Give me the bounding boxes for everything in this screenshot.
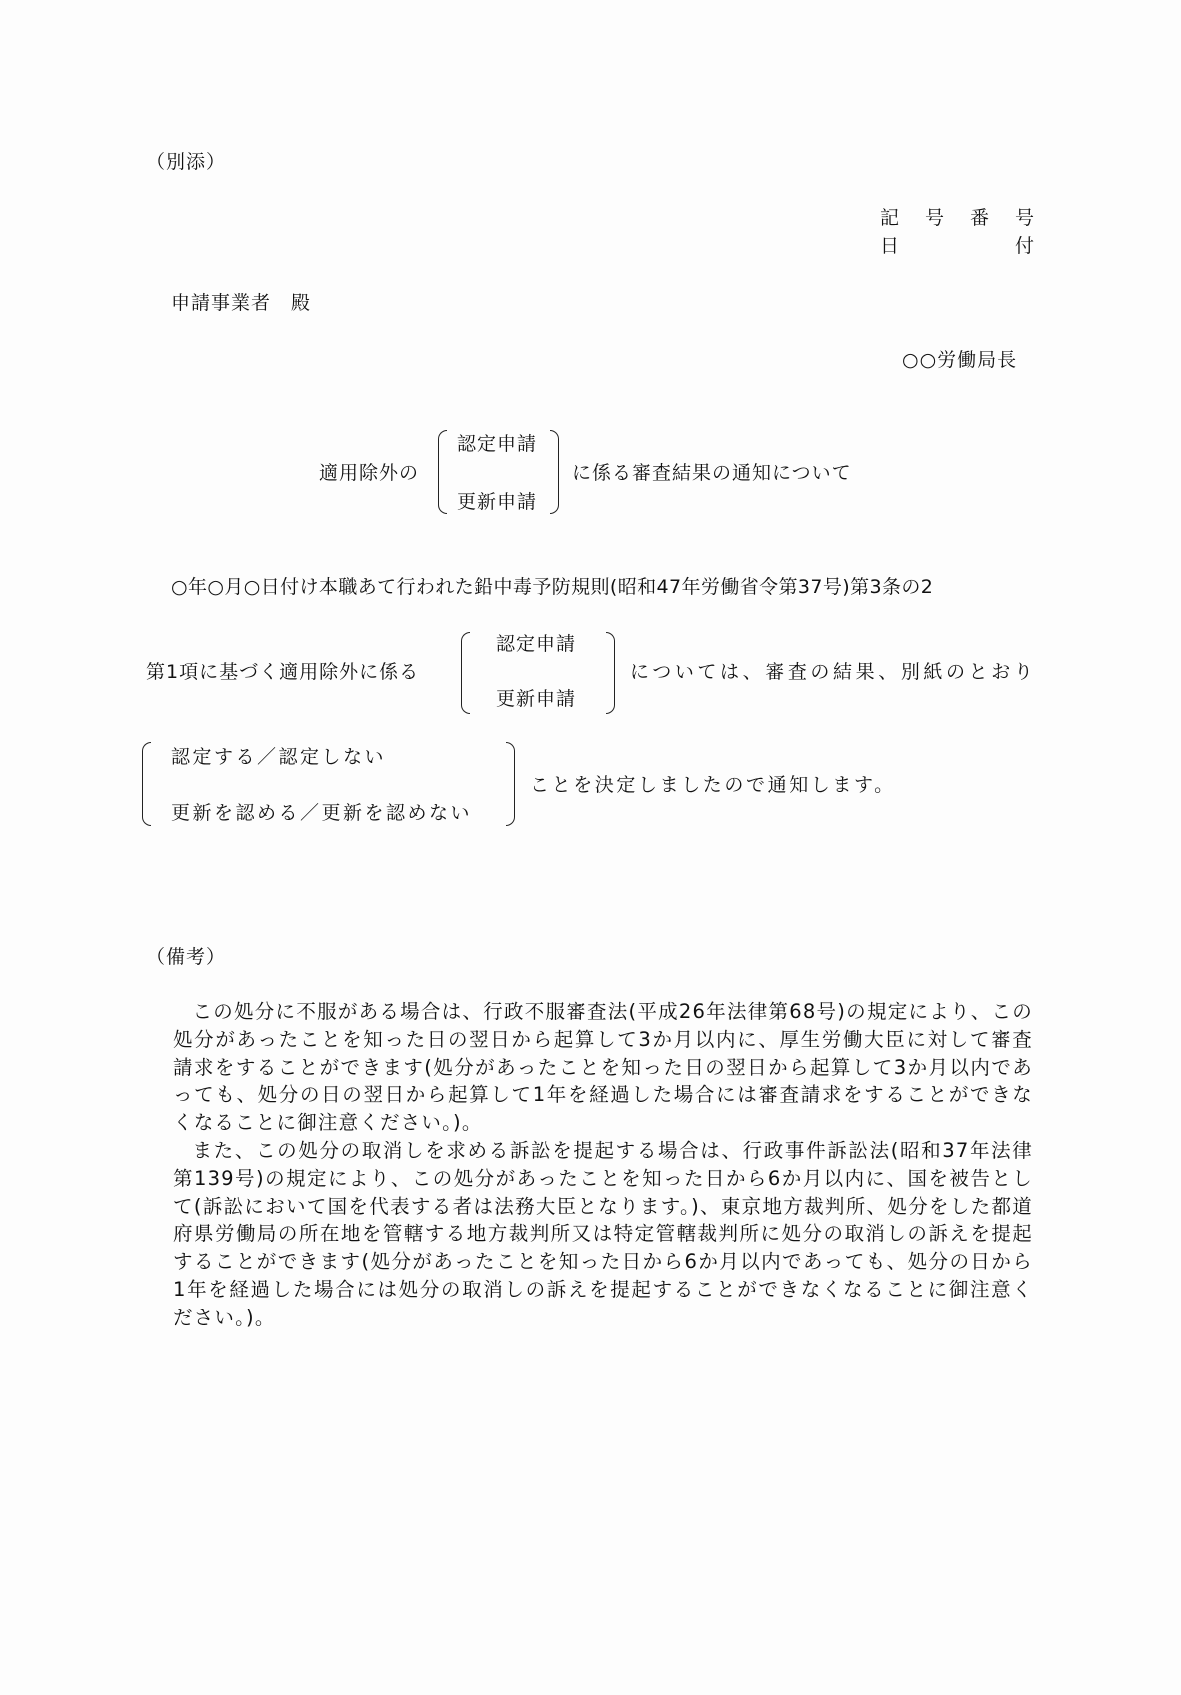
decision-bracket-left xyxy=(142,742,151,826)
title-prefix: 適用除外の xyxy=(319,462,420,484)
body-bracket-left xyxy=(461,632,470,714)
reference-number-label xyxy=(880,207,1035,229)
date-char: 付 xyxy=(1014,235,1035,257)
title-suffix: に係る審査結果の通知について xyxy=(572,462,852,484)
decision-bracket-right xyxy=(506,742,515,826)
remarks-paragraph-appeal: この処分に不服がある場合は、行政不服審査法(平成26年法律第68号)の規定により、この処分があったことを知った日の翌日から起算して3か月以内に、厚生労働大臣に対して審査請求をすることができます(処分があったことを知った日の翌日から起算して3か月以内であっても、処分の日の翌日から起算して1年を経過した場合には審査請求をすることができなくなることに御注意ください。)。 xyxy=(173,1000,1033,1135)
title-bracket-right xyxy=(550,430,559,514)
body-bracket-right xyxy=(606,632,615,714)
title-option-renewal: 更新申請 xyxy=(457,491,538,513)
body-line-1: ○年○月○日付け本職あて行われた鉛中毒予防規則(昭和47年労働省令第37号)第3条の2 xyxy=(171,576,934,598)
ref-char: 号 xyxy=(1014,207,1035,229)
date-label xyxy=(880,235,1035,257)
body-option-renewal: 更新申請 xyxy=(496,688,577,710)
decision-suffix: ことを決定しましたので通知します。 xyxy=(530,774,896,796)
ref-char: 記 xyxy=(880,207,901,229)
remarks-paragraph-lawsuit: また、この処分の取消しを求める訴訟を提起する場合は、行政事件訴訟法(昭和37年法律第139号)の規定により、この処分があったことを知った日から6か月以内に、国を被告として(訴訟において国を代表する者は法務大臣となります。)、東京地方裁判所、処分をした都道府県労働局の所在地を管轄する地方裁判所又は特定管轄裁判所に処分の取消しの訴えを提起することができます(処分があったことを知った日から6か月以内であっても、処分の日から1年を経過した場合には処分の取消しの訴えを提起することができなくなることに御注意ください。)。 xyxy=(173,1138,1033,1329)
title-option-certification: 認定申請 xyxy=(457,433,538,455)
body-option-certification: 認定申請 xyxy=(496,633,577,655)
decision-option-renew: 更新を認める／更新を認めない xyxy=(171,802,473,824)
attachment-label: （別添） xyxy=(146,151,227,173)
title-bracket-left xyxy=(438,430,447,514)
ref-char: 号 xyxy=(924,207,945,229)
decision-option-certify: 認定する／認定しない xyxy=(171,746,387,768)
date-char: 日 xyxy=(880,235,901,257)
addressee: 申請事業者 殿 xyxy=(171,292,312,314)
remarks-body xyxy=(173,998,1033,1332)
body-line-2-prefix: 第1項に基づく適用除外に係る xyxy=(146,661,420,683)
body-line-2-suffix: については、審査の結果、別紙のとおり xyxy=(630,661,1037,683)
issuer: ○○労働局長 xyxy=(902,349,1018,371)
remarks-heading: （備考） xyxy=(146,946,227,968)
ref-char: 番 xyxy=(969,207,990,229)
